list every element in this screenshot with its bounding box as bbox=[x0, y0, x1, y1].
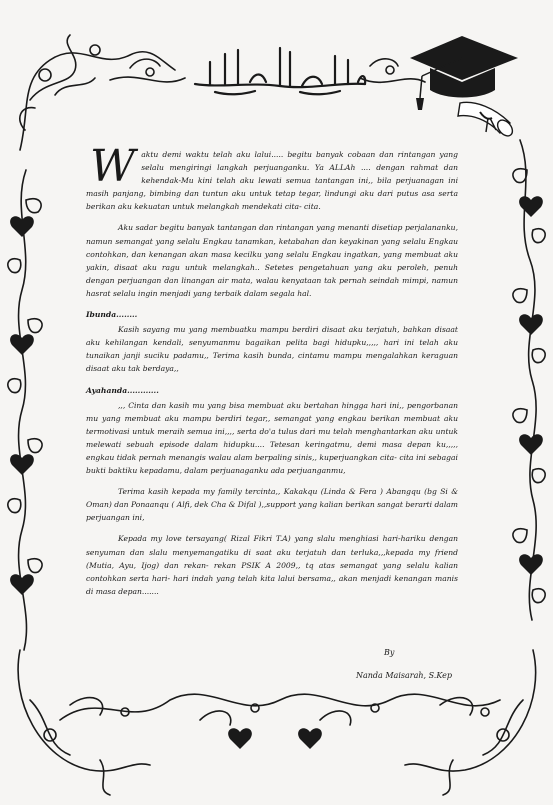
graduation-cap-icon bbox=[400, 28, 525, 143]
signature-by: By bbox=[384, 648, 395, 657]
paragraph-ibunda: Kasih sayang mu yang membuatku mampu berdiri disaat aku terjatuh, bahkan disaat aku kehilangan kendali, senyumanmu bagaikan pelita bagi hidupku,,,,, hari ini telah aku tunaikan janji suciku padamu,, Terima kasih bunda, cintamu mampu mengalahkan keraguan disaat aku tak berdaya,, bbox=[86, 325, 458, 374]
paragraph-intro bbox=[86, 141, 458, 213]
paragraph-ayahanda: ,,, Cinta dan kasih mu yang bisa membuat aku bertahan hingga hari ini,, pengorbanan mu yang membuat aku mampu berdiri tegar,, semangat yang engkau berikan membuat aku termotivasi untuk meraih semua ini,,,, serta do'a tulus dari mu telah menghantarkan aku untuk melewati sebuah episode dalam hidupku.... Tetesan keringatmu, demi masa depan ku,,,,, engkau tidak pernah menangis walau alam berpaling sinis,, kuperjuangkan cita- cita ini sebagai bukti baktiku kepadamu, dalam perjuanaganku ada perjuanganmu, bbox=[86, 400, 458, 476]
diploma-scroll-icon bbox=[458, 102, 515, 138]
paragraph-journey: Aku sadar begitu banyak tantangan dan rintangan yang menanti disetiap perjalananku, namun semangat yang selalu Engkau tanamkan, ketabahan dan keyakinan yang selalu Engkau contohkan, dan kenangan akan masa kecilku yang selalu Engkau ingatkan, yang membuat aku yakin, disaat aku ragu untuk melangkah.. Setetes pengetahuan yang aku peroleh, penuh dengan perjuangan dan linangan air mata, walau kenyataan tak pernah seindah mimpi, namun hasrat selalu ingin menjadi yang terbaik dalam segala hal. bbox=[86, 223, 458, 298]
bismillah-calligraphy bbox=[190, 42, 370, 97]
heading-ibunda: Ibunda........ bbox=[86, 310, 138, 320]
signature-author: Nanda Maisarah, S.Kep bbox=[356, 671, 452, 680]
paragraph-intro-text: aktu demi waktu telah aku lalui..... begitu banyak cobaan dan rintangan yang selalu mengiringi langkah perjuanganku. Ya ALLAh .... dengan rahmat dan kehendak-Mu kini telah aku lewati semua tantangan ini,, bila perjuanagan ini masih panjang, bimbing dan tuntun aku untuk tetap tegar, lindungi aku dari putus asa serta berikan aku kekuatan untuk melangkah mendekati cita- cita. bbox=[86, 150, 458, 212]
paragraph-family: Terima kasih kepada my family tercinta,, Kakakqu (Linda & Fera ) Abangqu (bg Si & Oman) dan Ponaanqu ( Alfi, dek Cha & Difal ),,support yang kalian berikan sangat berarti dalam perjuangan ini, bbox=[86, 487, 458, 523]
dedication-text bbox=[86, 141, 458, 606]
drop-cap: W bbox=[90, 141, 136, 192]
paragraph-friends: Kepada my love tersayang( Rizal Fikri T.A) yang slalu menghiasi hari-hariku dengan senyuman dan slalu menyemangatiku di saat aku terjatuh dan terluka,,,kepada my friend (Mutia, Ayu, Ijog) dan rekan- rekan PSIK A 2009,, tq atas semangat yang selalu kalian contohkan serta hari- hari indah yang telah kita lalui bersama,, akan menjadi kenangan manis di masa depan....... bbox=[86, 534, 458, 596]
heading-ayahanda: Ayahanda............ bbox=[86, 385, 159, 395]
